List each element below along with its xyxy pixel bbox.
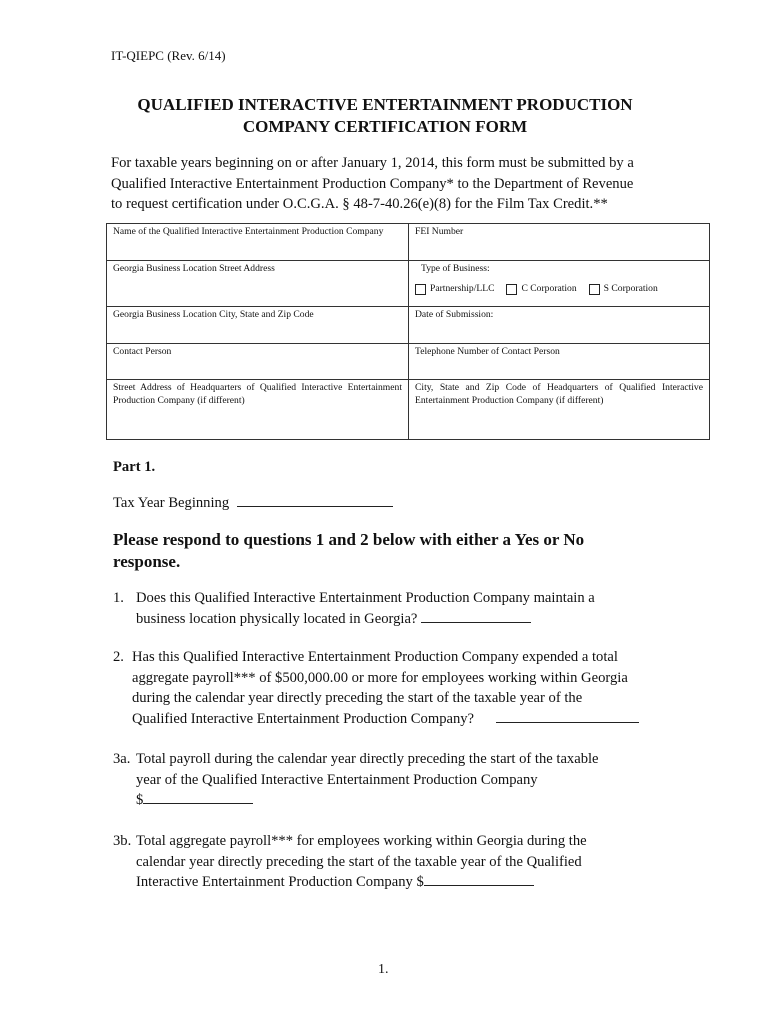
company-name-field[interactable] (107, 224, 409, 261)
question-3a-line-1: Total payroll during the calendar year directly preceding the start of the taxable (136, 751, 599, 767)
question-3a-number: 3a. (113, 751, 131, 767)
s-corporation-checkbox[interactable] (589, 284, 600, 295)
partnership-llc-label: Partnership/LLC (430, 283, 495, 294)
intro-line: Qualified Interactive Entertainment Production Company* to the Department of Revenue (111, 175, 634, 192)
street-address-field[interactable] (107, 260, 409, 307)
question-3b-line-2: calendar year directly preceding the start of the taxable year of the Qualified (136, 853, 582, 870)
company-info-table (106, 223, 710, 440)
contact-person-field[interactable] (107, 343, 409, 380)
city-state-zip-field[interactable] (107, 307, 409, 344)
fei-number-field[interactable] (409, 224, 710, 261)
question-2-line-1: Has this Qualified Interactive Entertainment Production Company expended a total (132, 649, 618, 665)
question-1-number: 1. (113, 590, 124, 606)
date-of-submission-label: Date of Submission: (415, 309, 494, 321)
intro-line: For taxable years beginning on or after January 1, 2014, this form must be submitted by a (111, 155, 634, 171)
question-3b-amount-input[interactable] (424, 872, 534, 886)
title-line-2: COMPANY CERTIFICATION FORM (242, 117, 528, 136)
company-name-label: Name of the Qualified Interactive Entertainment Production Company (113, 226, 384, 237)
question-3b-line-3: Interactive Entertainment Production Company (136, 874, 413, 890)
contact-person-label: Contact Person (113, 345, 172, 357)
business-type-cell (409, 260, 710, 307)
question-3a-currency: $ (136, 792, 144, 808)
hq-street-address-field[interactable] (107, 380, 409, 440)
title-line-1: QUALIFIED INTERACTIVE ENTERTAINMENT PRODUCTION (137, 95, 633, 114)
contact-phone-label: Telephone Number of Contact Person (415, 345, 560, 357)
question-1-line-1: Does this Qualified Interactive Entertainment Production Company maintain a (136, 590, 595, 606)
partnership-llc-checkbox[interactable] (415, 284, 426, 295)
question-2 (113, 647, 639, 729)
form-code: IT-QIEPC (Rev. 6/14) (111, 48, 226, 63)
question-1-line-2: business location physically located in Georgia? (136, 610, 418, 627)
s-corporation-label: S Corporation (603, 283, 658, 294)
part-1-heading: Part 1. (113, 459, 156, 475)
question-3a-line-2: year of the Qualified Interactive Entertainment Production Company (136, 771, 538, 788)
hq-city-state-zip-label: City, State and Zip Code of Headquarters of Qualified Interactive Entertainment Production Company (if different) (415, 382, 703, 406)
question-3b-line-1: Total aggregate payroll*** for employees working within Georgia during the (136, 833, 587, 849)
instruction-line-1: Please respond to questions 1 and 2 below with either a Yes or No (113, 530, 585, 549)
instruction-line-2: response. (113, 552, 181, 571)
question-2-number: 2. (113, 649, 124, 665)
question-2-answer[interactable] (496, 709, 639, 723)
question-2-line-4: Qualified Interactive Entertainment Production Company? (132, 710, 475, 727)
street-address-label: Georgia Business Location Street Address (113, 262, 275, 274)
question-3a-amount-input[interactable] (143, 790, 253, 804)
question-3a (113, 749, 599, 811)
city-state-zip-label: Georgia Business Location City, State and Zip Code (113, 309, 314, 321)
page-number: 1. (378, 962, 389, 977)
question-3b-currency: $ (416, 874, 424, 890)
tax-year-label: Tax Year Beginning (113, 495, 230, 511)
date-of-submission-field[interactable] (409, 307, 710, 344)
question-1-answer[interactable] (421, 609, 531, 623)
business-type-options (415, 283, 703, 296)
form-title (100, 94, 670, 138)
instructions-heading (113, 529, 653, 573)
business-type-label: Type of Business: (421, 262, 490, 274)
question-2-line-3: during the calendar year directly preceding the start of the taxable year of the (132, 690, 583, 706)
c-corporation-option[interactable] (506, 283, 576, 296)
fei-number-label: FEI Number (415, 226, 464, 237)
contact-phone-field[interactable] (409, 343, 710, 380)
tax-year-input[interactable] (237, 493, 393, 507)
tax-year-row (113, 493, 393, 514)
question-3b-number: 3b. (113, 833, 132, 849)
intro-paragraph (111, 153, 671, 215)
s-corporation-option[interactable] (589, 283, 658, 296)
intro-line: to request certification under O.C.G.A. § 48-7-40.26(e)(8) for the Film Tax Credit.** (111, 196, 608, 212)
partnership-llc-option[interactable] (415, 283, 494, 296)
hq-street-address-label: Street Address of Headquarters of Qualified Interactive Entertainment Production Company (if different) (113, 382, 402, 406)
c-corporation-label: C Corporation (521, 283, 577, 294)
question-2-line-2: aggregate payroll*** of $500,000.00 or more for employees working within Georgia (132, 669, 628, 686)
question-3b (113, 831, 587, 893)
c-corporation-checkbox[interactable] (506, 284, 517, 295)
question-1 (113, 588, 595, 629)
hq-city-state-zip-field[interactable] (409, 380, 710, 440)
